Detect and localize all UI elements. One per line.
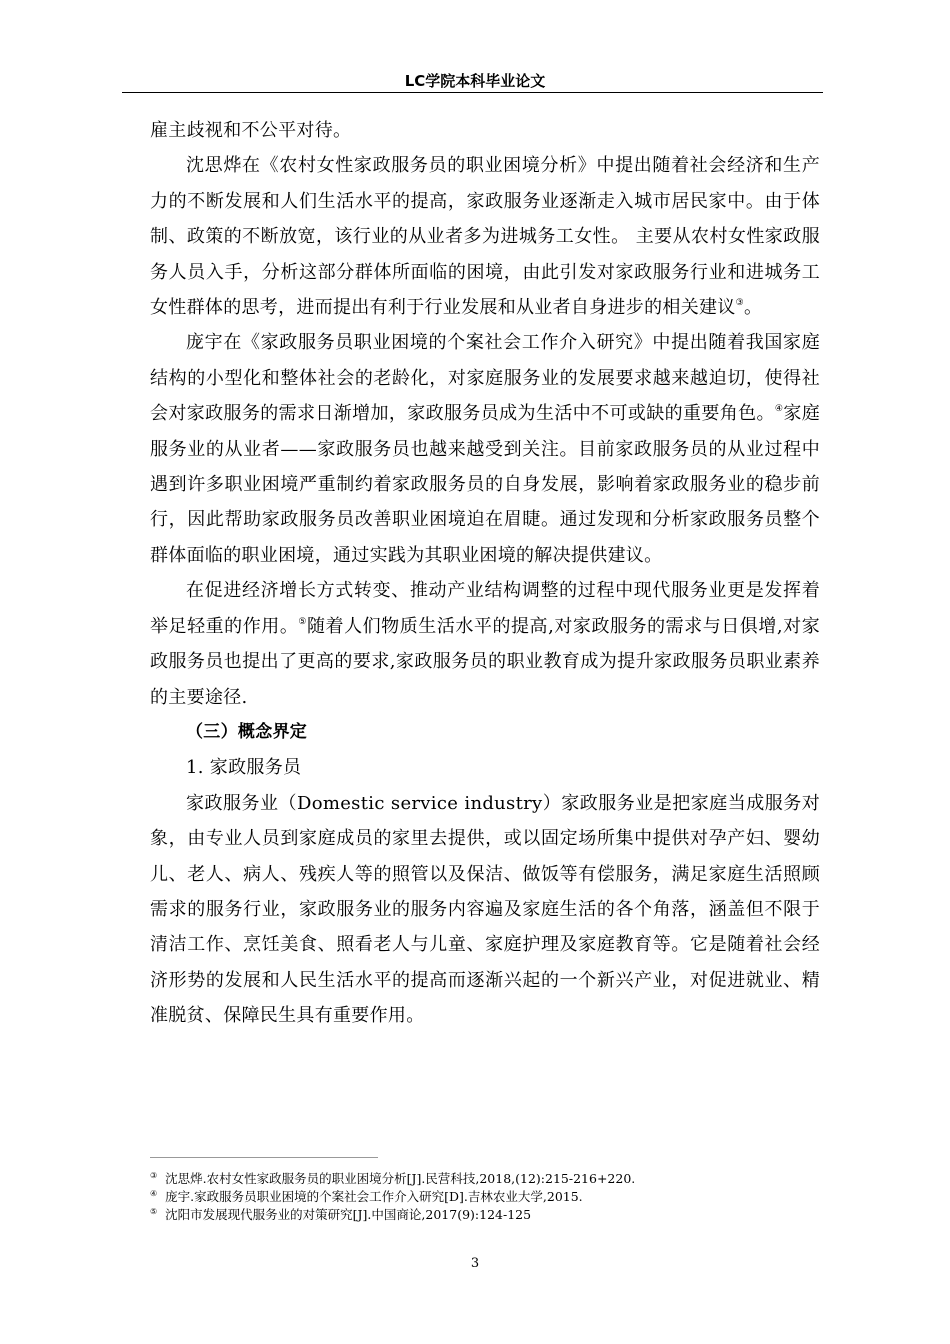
running-header-title: LC学院本科毕业论文 bbox=[404, 72, 546, 90]
footnote-text: 沈阳市发展现代服务业的对策研究[J].中国商论,2017(9):124-125 bbox=[165, 1207, 532, 1222]
footnote-mark: ④ bbox=[150, 1189, 158, 1198]
paragraph-text: 庞宇在《家政服务员职业困境的个案社会工作介入研究》中提出随着我国家庭结构的小型化和整体社会的老龄化，对家庭服务业的发展要求越来越迫切，使得社会对家政服务的需求日渐增加，家政服务员成为生活中不可或缺的重要角色。 bbox=[150, 332, 820, 425]
paragraph-service-industry bbox=[150, 573, 820, 715]
paragraph-definition: 家政服务业（Domestic service industry）家政服务业是把家庭当成服务对象，由专业人员到家庭成员的家里去提供，或以固定场所集中提供对孕产妇、婴幼儿、老人、病人、残疾人等的照管以及保洁、做饭等有偿服务，满足家庭生活照顾需求的服务行业，家政服务业的服务内容遍及家庭生活的各个角落，涵盖但不限于清洁工作、烹饪美食、照看老人与儿童、家庭护理及家庭教育等。它是随着社会经济形势的发展和人民生活水平的提高而逐渐兴起的一个新兴产业，对促进就业、精准脱贫、保障民生具有重要作用。 bbox=[150, 792, 820, 1027]
paragraph-pang bbox=[150, 325, 820, 573]
header-rule bbox=[122, 92, 823, 93]
body-text bbox=[150, 113, 820, 1034]
footnote-separator bbox=[150, 1157, 378, 1158]
paragraph-continuation bbox=[150, 113, 820, 148]
footnote-item bbox=[150, 1206, 830, 1224]
paragraph-text: 沈思烨在《农村女性家政服务员的职业困境分析》中提出随着社会经济和生产力的不断发展和人们生活水平的提高，家政服务业逐渐走入城市居民家中。由于体制、政策的不断放宽，该行业的从业者多为进城务工女性。 主要从农村女性家政服务人员入手，分析这部分群体所面临的困境，由此引发对家政服务行业和进城务工女性群体的思考，进而提出有利于行业发展和从业者自身进步的相关建议 bbox=[150, 155, 820, 319]
paragraph-text: 雇主歧视和不公平对待。 bbox=[150, 120, 352, 141]
paragraph-text-tail: 。 bbox=[743, 297, 763, 319]
paragraph-text: 在促进经济增长方式转变、推动产业结构调整的过程中现代服务业更是发挥着举足轻重的作用。 bbox=[150, 580, 820, 637]
sub-heading: 1. 家政服务员 bbox=[186, 757, 302, 779]
footnote-text: 沈思烨.农村女性家政服务员的职业困境分析[J].民营科技,2018,(12):215-216+220. bbox=[165, 1171, 636, 1186]
footnote-mark: ③ bbox=[150, 1171, 158, 1180]
footnote-item bbox=[150, 1188, 830, 1206]
footnote-text: 庞宇.家政服务员职业困境的个案社会工作介入研究[D].吉林农业大学,2015. bbox=[165, 1189, 583, 1204]
footnote-mark: ⑤ bbox=[150, 1207, 158, 1216]
paragraph-text-tail: 家庭服务业的从业者——家政服务员也越来越受到关注。目前家政服务员的从业过程中遇到许多职业困境严重制约着家政服务员的自身发展，影响着家政服务业的稳步前行，因此帮助家政服务员改善职业困境迫在眉睫。通过发现和分析家政服务员整个群体面临的职业困境，通过实践为其职业困境的解决提供建议。 bbox=[150, 403, 820, 566]
footnotes bbox=[150, 1170, 830, 1224]
paragraph-shen bbox=[150, 148, 820, 325]
paragraph-text-tail: 随着人们物质生活水平的提高,对家政服务的需求与日俱增,对家政服务员也提出了更高的要求,家政服务员的职业教育成为提升家政服务员职业素养的主要途径. bbox=[150, 615, 821, 708]
footnote-item bbox=[150, 1170, 830, 1188]
footnote-ref[interactable]: ⑤ bbox=[298, 616, 307, 627]
section-heading: （三）概念界定 bbox=[186, 721, 308, 742]
page-number: 3 bbox=[470, 1256, 480, 1271]
footnote-ref[interactable]: ④ bbox=[774, 404, 784, 415]
footnote-ref[interactable]: ③ bbox=[735, 298, 744, 309]
